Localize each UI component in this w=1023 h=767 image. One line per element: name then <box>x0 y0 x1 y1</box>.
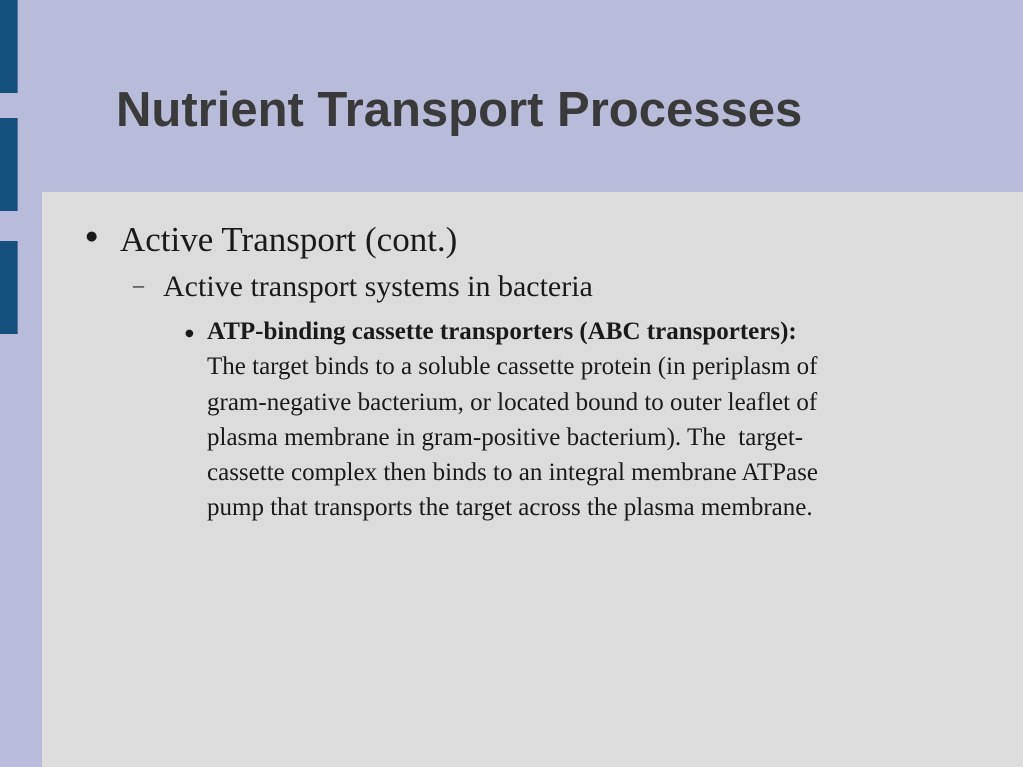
bullet-level3-heading: ATP-binding cassette transporters (ABC transporters): <box>207 318 797 345</box>
bullet-level3-line: cassette complex then binds to an integral membrane ATPase <box>207 459 818 487</box>
bullet-dot-small-icon: ● <box>185 328 194 339</box>
bullet-dot-icon: ● <box>86 229 98 244</box>
accent-bar-top <box>0 0 18 93</box>
slide-title: Nutrient Transport Processes <box>116 83 803 137</box>
bullet-level3-line: gram-negative bacterium, or located bound to outer leaflet of <box>207 388 818 416</box>
bullet-level1: Active Transport (cont.) <box>120 220 458 259</box>
bullet-level3-line: pump that transports the target across the plasma membrane. <box>207 494 813 522</box>
bullet-level2: Active transport systems in bacteria <box>163 270 593 303</box>
bullet-level3-line: The target binds to a soluble cassette protein (in periplasm of <box>207 353 818 381</box>
accent-bar-bottom <box>0 241 18 334</box>
bullet-dash-icon: – <box>133 272 144 297</box>
bullet-level3-line: plasma membrane in gram-positive bacterium). The target- <box>207 423 804 451</box>
accent-bar-middle <box>0 118 18 211</box>
bullet-level3 <box>207 314 977 526</box>
